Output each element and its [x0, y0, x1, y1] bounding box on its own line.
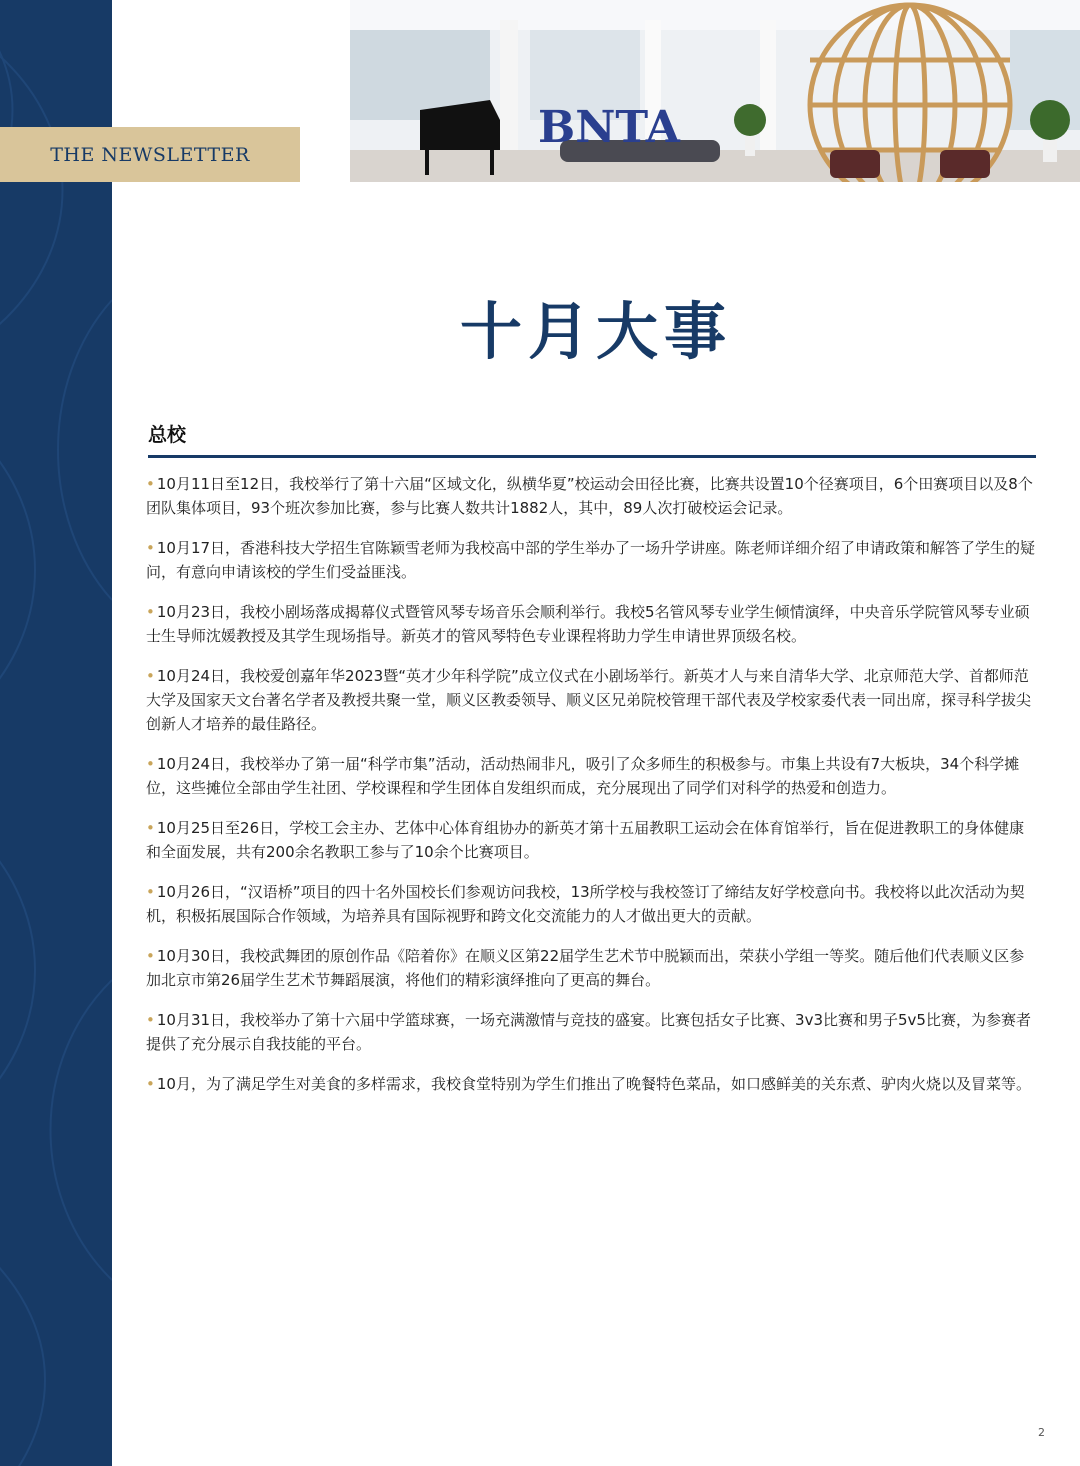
- list-item: • 10月23日，我校小剧场落成揭幕仪式暨管风琴专场音乐会顺利举行。我校5名管风琴专业学生倾情演绎，中央音乐学院管风琴专业硕士生导师沈媛教授及其学生现场指导。新英才的管风琴特色专业课程将助力学生申请世界顶级名校。: [146, 603, 1030, 645]
- list-item: • 10月17日，香港科技大学招生官陈颖雪老师为我校高中部的学生举办了一场升学讲座。陈老师详细介绍了申请政策和解答了学生的疑问，有意向申请该校的学生们受益匪浅。: [146, 539, 1036, 581]
- event-list: [146, 472, 1038, 1112]
- list-item: • 10月31日，我校举办了第十六届中学篮球赛，一场充满激情与竞技的盛宴。比赛包括女子比赛、3v3比赛和男子5v5比赛，为参赛者提供了充分展示自我技能的平台。: [146, 1011, 1031, 1053]
- bullet-icon: •: [146, 1075, 155, 1093]
- lobby-photo: [350, 0, 1080, 182]
- sidebar-pattern: [0, 0, 112, 1466]
- bullet-icon: •: [146, 475, 155, 493]
- photo-sign-text: BNTA: [538, 102, 680, 153]
- list-item: • 10月25日至26日，学校工会主办、艺体中心体育组协办的新英才第十五届教职工运动会在体育馆举行，旨在促进教职工的身体健康和全面发展，共有200余名教职工参与了10余个比赛项目。: [146, 819, 1025, 861]
- bullet-icon: •: [146, 539, 155, 557]
- bullet-icon: •: [146, 883, 155, 901]
- newsletter-banner: [0, 127, 300, 182]
- list-item: • 10月11日至12日，我校举行了第十六届“区域文化，纵横华夏”校运动会田径比赛，比赛共设置10个径赛项目，6个田赛项目以及8个团队集体项目，93个班次参加比赛，参与比赛人数共计1882人，其中，89人次打破校运会记录。: [146, 475, 1033, 517]
- bullet-icon: •: [146, 755, 155, 773]
- section-heading: 总校: [148, 420, 1036, 458]
- list-item: • 10月26日，“汉语桥”项目的四十名外国校长们参观访问我校，13所学校与我校签订了缔结友好学校意向书。我校将以此次活动为契机，积极拓展国际合作领域，为培养具有国际视野和跨文化交流能力的人才做出更大的贡献。: [146, 883, 1025, 925]
- list-item: • 10月，为了满足学生对美食的多样需求，我校食堂特别为学生们推出了晚餐特色菜品，如口感鲜美的关东煮、驴肉火烧以及冒菜等。: [146, 1075, 1031, 1093]
- list-item: • 10月30日，我校武舞团的原创作品《陪着你》在顺义区第22届学生艺术节中脱颖而出，荣获小学组一等奖。随后他们代表顺义区参加北京市第26届学生艺术节舞蹈展演，将他们的精彩演绎推向了更高的舞台。: [146, 947, 1025, 989]
- page-number: 2: [1038, 1426, 1045, 1439]
- page-title: 十月大事: [459, 295, 732, 368]
- bullet-icon: •: [146, 947, 155, 965]
- bullet-icon: •: [146, 1011, 155, 1029]
- list-item: • 10月24日，我校爱创嘉年华2023暨“英才少年科学院”成立仪式在小剧场举行。新英才人与来自清华大学、北京师范大学、首都师范大学及国家天文台著名学者及教授共聚一堂，顺义区教委领导、顺义区兄弟院校管理干部代表及学校家委代表一同出席，探寻科学拔尖创新人才培养的最佳路径。: [146, 667, 1032, 733]
- newsletter-label: THE NEWSLETTER: [50, 143, 250, 166]
- bullet-icon: •: [146, 819, 155, 837]
- bullet-icon: •: [146, 667, 155, 685]
- bullet-icon: •: [146, 603, 155, 621]
- sidebar-decoration: [0, 0, 112, 1466]
- list-item: • 10月24日，我校举办了第一届“科学市集”活动，活动热闹非凡，吸引了众多师生的积极参与。市集上共设有7大板块，34个科学摊位，这些摊位全部由学生社团、学校课程和学生团体自发组织而成，充分展现出了同学们对科学的热爱和创造力。: [146, 755, 1020, 797]
